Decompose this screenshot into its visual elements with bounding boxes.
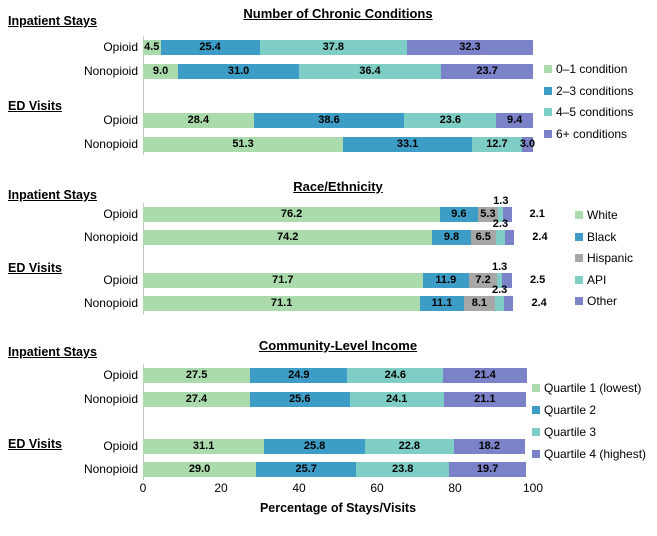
legend-label: 2–3 conditions (556, 83, 634, 98)
bar-segment (504, 296, 513, 311)
segment-value: 27.4 (185, 393, 208, 405)
legend-swatch (575, 211, 583, 219)
row-label: Opioid (103, 439, 138, 453)
x-axis-tick-label: 60 (370, 481, 384, 495)
bar-segment (441, 64, 533, 79)
legend-swatch (544, 65, 552, 73)
segment-value: 23.6 (439, 114, 461, 126)
row-label: Nonopioid (83, 392, 138, 406)
chart-title: Number of Chronic Conditions (243, 6, 433, 21)
segment-value: 7.2 (475, 274, 491, 286)
segment-value-above: 2.3 (491, 284, 508, 296)
legend-item (532, 446, 646, 462)
segment-value: 36.4 (359, 65, 381, 77)
segment-value: 51.3 (232, 138, 254, 150)
bar-segment (472, 137, 522, 152)
segment-value-right: 2.1 (529, 208, 545, 220)
segment-value: 25.4 (199, 41, 221, 53)
segment-value-above: 2.3 (492, 218, 509, 230)
segment-value-above: 1.3 (491, 261, 508, 273)
segment-value: 29.0 (188, 463, 211, 475)
legend-swatch (575, 276, 583, 284)
group-label: ED Visits (8, 99, 62, 113)
group-label: ED Visits (8, 261, 62, 275)
group-label: ED Visits (8, 437, 62, 451)
legend-item (575, 293, 617, 309)
segment-value: 11.9 (435, 274, 457, 286)
bar-segment (365, 439, 454, 454)
segment-value: 74.2 (276, 231, 299, 243)
bar-segment (143, 230, 432, 245)
segment-value: 27.5 (185, 369, 208, 381)
legend-swatch (544, 130, 552, 138)
bar-segment (143, 392, 250, 407)
bar-segment (440, 207, 477, 222)
segment-value: 19.7 (476, 463, 499, 475)
segment-value: 22.8 (398, 440, 421, 452)
legend-label: White (587, 208, 618, 222)
segment-value: 21.1 (474, 393, 496, 405)
bar-segment (347, 368, 443, 383)
segment-value: 37.8 (322, 41, 344, 53)
legend-item (544, 104, 633, 120)
segment-value: 4.5 (144, 41, 160, 53)
bar-segment (143, 113, 254, 128)
bar-segment (299, 64, 441, 79)
segment-value: 25.8 (303, 440, 326, 452)
legend-swatch (544, 108, 552, 116)
bar-segment (407, 40, 533, 55)
bar-segment (143, 64, 178, 79)
legend-item (532, 380, 641, 396)
segment-value-right: 2.5 (529, 274, 546, 286)
segment-value: 71.1 (270, 297, 293, 309)
legend-item (575, 207, 618, 223)
x-axis-tick-label: 80 (448, 481, 462, 495)
bar-segment (444, 392, 526, 407)
group-label: Inpatient Stays (8, 14, 97, 28)
segment-value: 76.2 (280, 208, 303, 220)
chart-title: Race/Ethnicity (293, 179, 383, 194)
bar-segment (343, 137, 472, 152)
bar-row (143, 137, 536, 152)
bar-segment (143, 439, 264, 454)
bar-segment (143, 40, 161, 55)
segment-value: 5.3 (480, 208, 496, 220)
segment-value: 9.8 (443, 231, 460, 243)
bar-segment (143, 462, 256, 477)
segment-value: 9.4 (506, 114, 523, 126)
segment-value: 9.0 (152, 65, 169, 77)
legend-label: 6+ conditions (556, 126, 628, 141)
bar-segment (260, 40, 407, 55)
legend-item (575, 250, 633, 266)
segment-value: 18.2 (478, 440, 500, 452)
legend-item (575, 272, 606, 288)
group-label: Inpatient Stays (8, 345, 97, 359)
bar-row (143, 40, 533, 55)
segment-value-right: 2.4 (532, 231, 548, 243)
bar-row (143, 284, 547, 311)
row-label: Nonopioid (83, 462, 138, 476)
segment-value: 25.7 (295, 463, 317, 475)
legend-swatch (532, 406, 540, 414)
bar-segment (356, 462, 449, 477)
legend-swatch (532, 428, 540, 436)
bar-segment (143, 207, 440, 222)
bar-row (143, 261, 546, 288)
row-label: Opioid (103, 273, 138, 287)
bar-segment (505, 230, 514, 245)
row-label: Nonopioid (83, 137, 138, 151)
legend-label: Hispanic (587, 251, 634, 265)
legend-label: 0–1 condition (556, 62, 628, 76)
segment-value: 8.1 (471, 297, 487, 309)
legend-label: API (587, 272, 607, 287)
legend-label: Black (587, 229, 617, 244)
bar-segment (250, 368, 347, 383)
segment-value: 28.4 (187, 114, 210, 126)
legend-swatch (575, 254, 583, 262)
segment-value: 31.0 (227, 65, 250, 77)
row-label: Opioid (103, 368, 138, 382)
row-label: Nonopioid (83, 64, 138, 78)
row-label: Opioid (103, 207, 138, 221)
legend-label: Quartile 3 (544, 425, 597, 439)
bar-segment (250, 392, 350, 407)
segment-value: 25.6 (289, 393, 311, 405)
bar-row (143, 368, 533, 383)
segment-value: 9.6 (451, 208, 467, 220)
legend-item (544, 61, 627, 77)
bar-row (143, 392, 533, 407)
legend-item (575, 229, 616, 245)
legend-label: Quartile 1 (lowest) (544, 381, 642, 395)
bar-segment (264, 439, 365, 454)
row-label: Nonopioid (83, 296, 138, 310)
legend-swatch (532, 450, 540, 458)
segment-value: 11.1 (431, 297, 453, 309)
legend-swatch (544, 87, 552, 95)
segment-value: 3.0 (519, 138, 536, 150)
segment-value: 21.4 (474, 369, 496, 381)
segment-value-right: 2.4 (531, 297, 547, 309)
x-axis-tick-label: 0 (139, 481, 147, 495)
bar-segment (495, 296, 504, 311)
legend-item (544, 126, 627, 142)
bar-segment (420, 296, 463, 311)
row-label: Nonopioid (83, 230, 138, 244)
bar-segment (404, 113, 496, 128)
legend-item (532, 424, 596, 440)
bar-segment (432, 230, 470, 245)
bar-segment (143, 137, 343, 152)
segment-value: 23.7 (476, 65, 498, 77)
bar-row (143, 64, 533, 79)
x-axis-title: Percentage of Stays/Visits (259, 501, 417, 515)
segment-value: 71.7 (272, 274, 294, 286)
group-label: Inpatient Stays (8, 188, 97, 202)
bar-segment (256, 462, 356, 477)
row-label: Opioid (103, 113, 138, 127)
legend-label: Quartile 2 (544, 403, 597, 417)
bar-segment (464, 296, 496, 311)
legend-label: 4–5 conditions (556, 105, 634, 119)
bar-row (143, 439, 533, 454)
bar-segment (350, 392, 444, 407)
bar-segment (519, 137, 536, 152)
bar-segment (471, 230, 496, 245)
bar-segment (496, 230, 505, 245)
bar-segment (423, 273, 469, 288)
legend-label: Quartile 4 (highest) (544, 447, 647, 461)
bar-segment (254, 113, 405, 128)
bar-segment (496, 113, 533, 128)
bar-row (143, 195, 545, 222)
legend-swatch (575, 297, 583, 305)
segment-value: 12.7 (486, 138, 508, 150)
row-label: Opioid (103, 40, 138, 54)
bar-segment (143, 296, 420, 311)
bar-row (143, 113, 533, 128)
legend-swatch (532, 384, 540, 392)
segment-value-above: 1.3 (493, 195, 509, 207)
x-axis-tick-label: 40 (292, 481, 306, 495)
segment-value: 23.8 (392, 463, 414, 475)
legend-swatch (575, 233, 583, 241)
x-axis-tick-label: 100 (522, 481, 544, 495)
legend-item (532, 402, 596, 418)
bar-segment (443, 368, 526, 383)
bar-segment (161, 40, 260, 55)
bar-segment (143, 273, 423, 288)
x-axis-tick-label: 20 (214, 481, 228, 495)
segment-value: 32.3 (459, 41, 481, 53)
segment-value: 24.6 (384, 369, 407, 381)
bar-row (143, 218, 548, 245)
legend-label: Other (587, 294, 618, 308)
segment-value: 33.1 (396, 138, 419, 150)
segment-value: 31.1 (192, 440, 215, 452)
bar-segment (454, 439, 525, 454)
legend-item (544, 83, 633, 99)
bar-segment (143, 368, 250, 383)
segment-value: 6.5 (475, 231, 491, 243)
segment-value: 38.6 (318, 114, 340, 126)
segment-value: 24.1 (385, 393, 408, 405)
bar-row (143, 462, 533, 477)
bar-segment (449, 462, 526, 477)
bar-segment (178, 64, 299, 79)
chart-title: Community-Level Income (258, 338, 418, 353)
segment-value: 24.9 (288, 369, 310, 381)
